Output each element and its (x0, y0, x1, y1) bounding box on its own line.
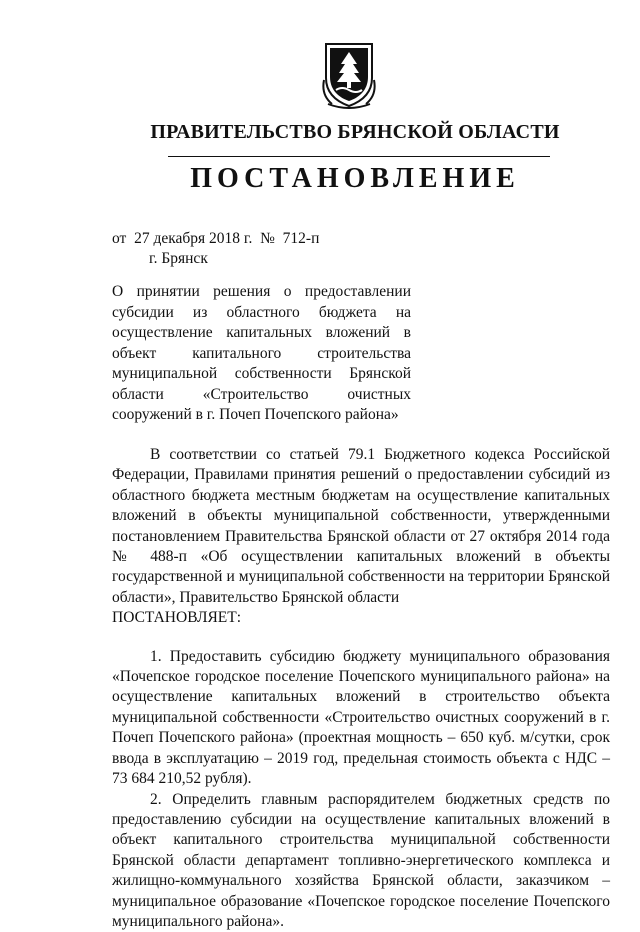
city-line: г. Брянск (149, 249, 319, 269)
item-1-paragraph: 1. Предоставить субсидию бюджету муниципального образования «Почепское городское поселение Почепского муниципального района» на осуществление капитальных вложений в строительство объекта муниципальной собственности «Строительство очистных сооружений в г. Почеп Почепского района» (проектная мощность – 650 куб. м/сутки, срок ввода в эксплуатацию – 2019 год, предельная стоимость объекта с НДС – 73 684 210,52 рубля). (112, 647, 610, 790)
date-number-line: от 27 декабря 2018 г. № 712-п (112, 229, 319, 249)
subject-text: О принятии решения о предоставлении субсидии из областного бюджета на осуществление капитальных вложений в объект капитального строительства муниципальной собственности Брянской области «Строительство очистных сооружений в г. Почеп Почепского района» (112, 282, 411, 426)
document-subject (112, 282, 411, 426)
resolves-heading: ПОСТАНОВЛЯЕТ: (112, 608, 610, 628)
document-type-title: ПОСТАНОВЛЕНИЕ (0, 163, 640, 195)
document-body (112, 445, 610, 932)
preamble-paragraph: В соответствии со статьей 79.1 Бюджетного кодекса Российской Федерации, Правилами принятия решений о предоставлении субсидий из областного бюджета местным бюджетам на осуществление капитальных вложений в объекты муниципальной собственности, утвержденными постановлением Правительства Брянской области от 27 октября 2014 года № 488-п «Об осуществлении капитальных вложений в объекты государственной и муниципальной собственности на территории Брянской области», Правительство Брянской области (112, 445, 610, 608)
document-meta (112, 229, 319, 269)
header-divider (168, 156, 550, 157)
item-2-paragraph: 2. Определить главным распорядителем бюджетных средств по предоставлению субсидии на осуществление капитальных вложений в объект капитального строительства муниципальной собственности Брянской области департамент топливно-энергетического комплекса и жилищно-коммунального хозяйства Брянской области, заказчиком – муниципальное образование «Почепское городское поселение Почепского муниципального района». (112, 790, 610, 932)
bryansk-coat-of-arms-icon (322, 40, 376, 110)
government-title: ПРАВИТЕЛЬСТВО БРЯНСКОЙ ОБЛАСТИ (0, 121, 640, 144)
